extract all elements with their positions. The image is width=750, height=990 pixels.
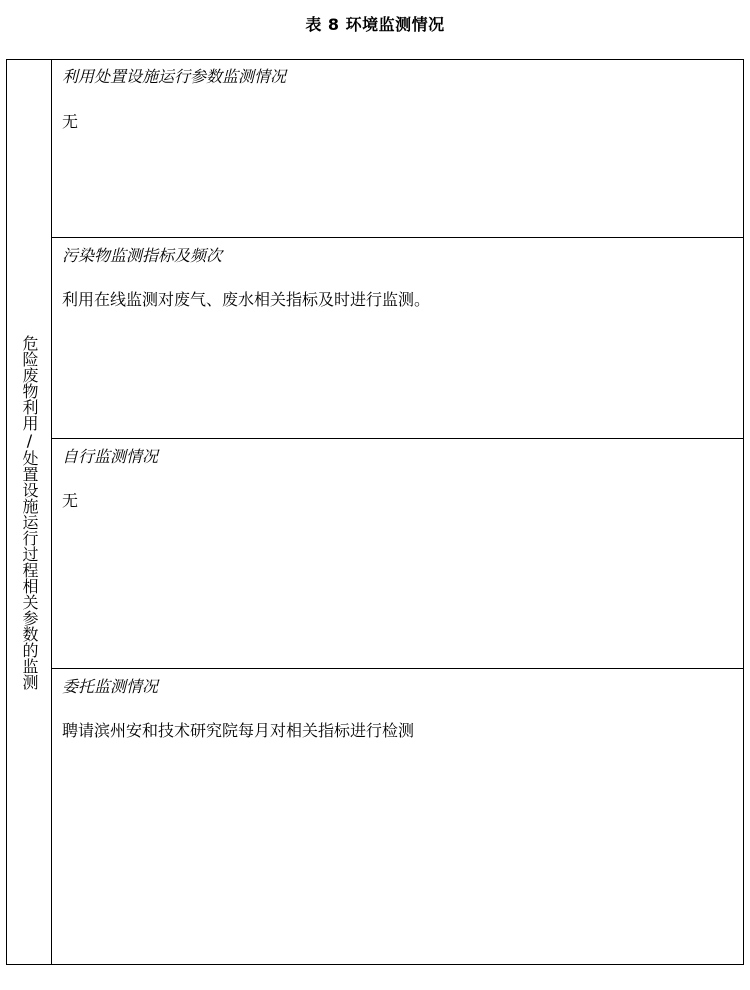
section-content: 利用在线监测对废气、废水相关指标及时进行监测。: [62, 290, 431, 309]
section-heading: 自行监测情况: [62, 447, 159, 466]
monitoring-table: [6, 59, 744, 965]
section-content: 无: [62, 112, 79, 131]
section-entrusted-monitoring: [52, 668, 743, 966]
section-facility-parameters: [52, 60, 743, 238]
row-header-cell: [7, 60, 52, 964]
page-title: 表 8 环境监测情况: [305, 15, 445, 34]
section-heading: 利用处置设施运行参数监测情况: [62, 67, 287, 86]
section-pollutant-indicators: [52, 237, 743, 439]
section-content: 无: [62, 491, 79, 510]
section-self-monitoring: [52, 438, 743, 669]
section-heading: 委托监测情况: [62, 677, 159, 696]
section-content: 聘请滨州安和技术研究院每月对相关指标进行检测: [62, 721, 415, 740]
row-header-label: 危险废物利用/处置设施运行过程相关参数的监测: [20, 334, 39, 690]
sections-column: [52, 60, 743, 964]
section-heading: 污染物监测指标及频次: [62, 246, 223, 265]
